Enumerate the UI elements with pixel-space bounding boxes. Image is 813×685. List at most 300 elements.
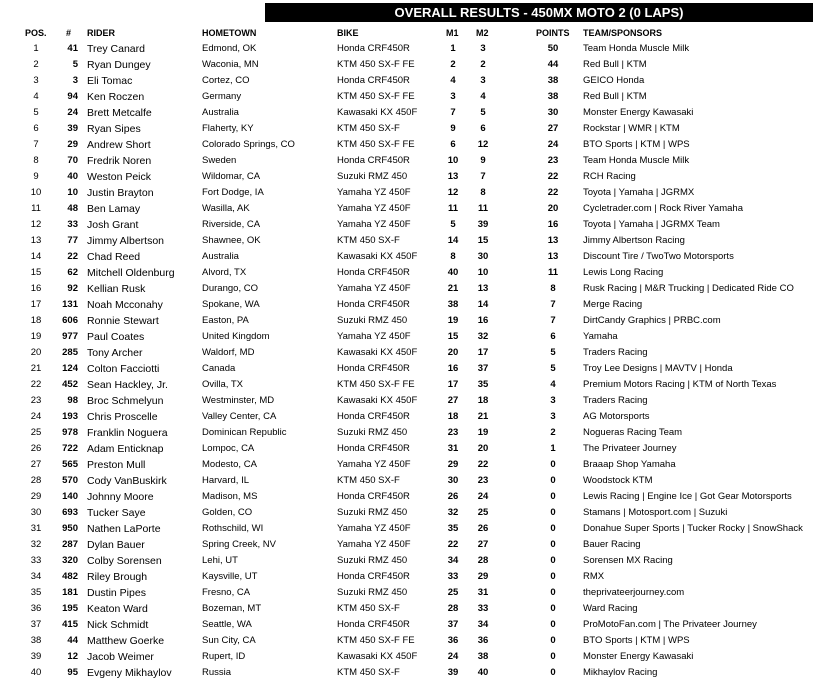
hometown-cell: Flaherty, KY <box>202 123 254 134</box>
bike-cell: Honda CRF450R <box>337 619 410 630</box>
bike-cell: Yamaha YZ 450F <box>337 459 411 470</box>
hometown-cell: Cortez, CO <box>202 75 250 86</box>
position-cell: 40 <box>30 667 42 678</box>
table-row <box>0 377 813 393</box>
team-cell: Rockstar | WMR | KTM <box>583 123 680 134</box>
moto2-cell: 7 <box>480 171 486 182</box>
number-cell: 98 <box>67 395 78 406</box>
table-row <box>0 169 813 185</box>
hometown-cell: Fort Dodge, IA <box>202 187 264 198</box>
position-cell: 37 <box>30 619 42 630</box>
header-m1: M1 <box>446 28 459 38</box>
bike-cell: Honda CRF450R <box>337 443 410 454</box>
moto2-cell: 3 <box>480 43 486 54</box>
table-row <box>0 345 813 361</box>
position-cell: 12 <box>30 219 42 230</box>
hometown-cell: Riverside, CA <box>202 219 261 230</box>
team-cell: Ward Racing <box>583 603 638 614</box>
bike-cell: Suzuki RMZ 450 <box>337 555 408 566</box>
moto1-cell: 17 <box>447 379 459 390</box>
points-cell: 11 <box>547 267 559 278</box>
bike-cell: Suzuki RMZ 450 <box>337 427 408 438</box>
team-cell: RMX <box>583 571 605 582</box>
bike-cell: Suzuki RMZ 450 <box>337 587 408 598</box>
points-cell: 0 <box>550 571 556 582</box>
moto1-cell: 1 <box>450 43 456 54</box>
team-cell: Bauer Racing <box>583 539 641 550</box>
team-cell: GEICO Honda <box>583 75 645 86</box>
points-cell: 0 <box>550 667 556 678</box>
rider-cell: Broc Schmelyun <box>87 395 164 407</box>
table-row <box>0 89 813 105</box>
moto1-cell: 7 <box>450 107 456 118</box>
position-cell: 5 <box>33 107 39 118</box>
moto1-cell: 27 <box>447 395 459 406</box>
moto1-cell: 12 <box>447 187 459 198</box>
moto2-cell: 37 <box>477 363 489 374</box>
points-cell: 4 <box>550 379 556 390</box>
number-cell: 48 <box>67 203 78 214</box>
bike-cell: Honda CRF450R <box>337 363 410 374</box>
points-cell: 0 <box>550 651 556 662</box>
moto2-cell: 18 <box>477 395 489 406</box>
position-cell: 10 <box>30 187 42 198</box>
moto2-cell: 21 <box>477 411 489 422</box>
rider-cell: Matthew Goerke <box>87 635 165 647</box>
team-cell: Team Honda Muscle Milk <box>583 155 690 166</box>
bike-cell: Honda CRF450R <box>337 43 410 54</box>
position-cell: 17 <box>30 299 42 310</box>
number-cell: 287 <box>62 539 78 550</box>
moto1-cell: 4 <box>450 75 456 86</box>
moto1-cell: 38 <box>447 299 459 310</box>
rider-cell: Kellian Rusk <box>87 283 146 295</box>
moto2-cell: 2 <box>480 59 486 70</box>
points-cell: 6 <box>550 331 556 342</box>
position-cell: 20 <box>30 347 42 358</box>
table-row <box>0 57 813 73</box>
number-cell: 693 <box>62 507 78 518</box>
team-cell: AG Motorsports <box>583 411 650 422</box>
moto1-cell: 15 <box>447 331 459 342</box>
moto2-cell: 8 <box>480 187 486 198</box>
points-cell: 5 <box>550 363 556 374</box>
bike-cell: Honda CRF450R <box>337 491 410 502</box>
points-cell: 0 <box>550 539 556 550</box>
number-cell: 40 <box>67 171 78 182</box>
points-cell: 0 <box>550 555 556 566</box>
table-row <box>0 153 813 169</box>
hometown-cell: United Kingdom <box>202 331 270 342</box>
points-cell: 23 <box>547 155 559 166</box>
team-cell: RCH Racing <box>583 171 636 182</box>
team-cell: Red Bull | KTM <box>583 59 647 70</box>
moto2-cell: 15 <box>477 235 489 246</box>
hometown-cell: Sweden <box>202 155 237 166</box>
moto1-cell: 8 <box>450 251 456 262</box>
position-cell: 25 <box>30 427 42 438</box>
moto2-cell: 38 <box>477 651 489 662</box>
table-row <box>0 473 813 489</box>
table-row <box>0 41 813 57</box>
points-cell: 0 <box>550 507 556 518</box>
table-row <box>0 441 813 457</box>
number-cell: 140 <box>62 491 78 502</box>
points-cell: 0 <box>550 619 556 630</box>
points-cell: 7 <box>550 315 556 326</box>
hometown-cell: Wildomar, CA <box>202 171 261 182</box>
team-cell: Mikhaylov Racing <box>583 667 658 678</box>
points-cell: 30 <box>547 107 559 118</box>
rider-cell: Weston Peick <box>87 171 151 183</box>
results-title: OVERALL RESULTS - 450MX MOTO 2 (0 LAPS) <box>265 3 813 22</box>
moto2-cell: 34 <box>477 619 489 630</box>
header-points: POINTS <box>536 28 570 38</box>
hometown-cell: Sun City, CA <box>202 635 256 646</box>
number-cell: 41 <box>67 43 78 54</box>
team-cell: Monster Energy Kawasaki <box>583 107 694 118</box>
moto2-cell: 22 <box>477 459 489 470</box>
position-cell: 1 <box>33 43 39 54</box>
bike-cell: KTM 450 SX-F <box>337 123 400 134</box>
number-cell: 181 <box>62 587 78 598</box>
bike-cell: Honda CRF450R <box>337 155 410 166</box>
hometown-cell: Rothschild, WI <box>202 523 264 534</box>
position-cell: 27 <box>30 459 42 470</box>
table-row <box>0 633 813 649</box>
team-cell: BTO Sports | KTM | WPS <box>583 635 690 646</box>
rider-cell: Colby Sorensen <box>87 555 162 567</box>
moto1-cell: 26 <box>447 491 459 502</box>
rider-cell: Adam Enticknap <box>87 443 164 455</box>
moto1-cell: 10 <box>447 155 459 166</box>
bike-cell: KTM 450 SX-F <box>337 235 400 246</box>
rider-cell: Josh Grant <box>87 219 139 231</box>
position-cell: 28 <box>30 475 42 486</box>
bike-cell: Yamaha YZ 450F <box>337 187 411 198</box>
hometown-cell: Canada <box>202 363 236 374</box>
table-row <box>0 665 813 681</box>
moto2-cell: 28 <box>477 555 489 566</box>
moto2-cell: 40 <box>477 667 489 678</box>
moto2-cell: 11 <box>477 203 489 214</box>
bike-cell: Kawasaki KX 450F <box>337 251 418 262</box>
table-row <box>0 281 813 297</box>
rider-cell: Dustin Pipes <box>87 587 146 599</box>
number-cell: 29 <box>67 139 78 150</box>
moto1-cell: 3 <box>450 91 456 102</box>
rider-cell: Johnny Moore <box>87 491 154 503</box>
hometown-cell: Wasilla, AK <box>202 203 250 214</box>
hometown-cell: Modesto, CA <box>202 459 257 470</box>
bike-cell: Suzuki RMZ 450 <box>337 507 408 518</box>
hometown-cell: Golden, CO <box>202 507 253 518</box>
table-row <box>0 617 813 633</box>
moto1-cell: 2 <box>450 59 456 70</box>
rider-cell: Colton Facciotti <box>87 363 160 375</box>
bike-cell: Honda CRF450R <box>337 75 410 86</box>
moto2-cell: 36 <box>477 635 489 646</box>
hometown-cell: Ovilla, TX <box>202 379 244 390</box>
number-cell: 978 <box>62 427 78 438</box>
moto2-cell: 39 <box>477 219 489 230</box>
team-cell: Monster Energy Kawasaki <box>583 651 694 662</box>
moto2-cell: 20 <box>477 443 489 454</box>
bike-cell: KTM 450 SX-F FE <box>337 379 415 390</box>
number-cell: 95 <box>67 667 78 678</box>
number-cell: 94 <box>67 91 78 102</box>
table-row <box>0 409 813 425</box>
rider-cell: Cody VanBuskirk <box>87 475 167 487</box>
moto2-cell: 17 <box>477 347 489 358</box>
number-cell: 565 <box>62 459 78 470</box>
hometown-cell: Valley Center, CA <box>202 411 277 422</box>
hometown-cell: Harvard, IL <box>202 475 249 486</box>
header-bike: BIKE <box>337 28 359 38</box>
position-cell: 39 <box>30 651 42 662</box>
number-cell: 415 <box>62 619 78 630</box>
points-cell: 2 <box>550 427 556 438</box>
rider-cell: Mitchell Oldenburg <box>87 267 175 279</box>
number-cell: 24 <box>67 107 78 118</box>
table-row <box>0 313 813 329</box>
position-cell: 22 <box>30 379 42 390</box>
bike-cell: Kawasaki KX 450F <box>337 107 418 118</box>
moto2-cell: 23 <box>477 475 489 486</box>
rider-cell: Chad Reed <box>87 251 141 263</box>
rider-cell: Tucker Saye <box>87 507 146 519</box>
team-cell: Traders Racing <box>583 395 648 406</box>
bike-cell: Kawasaki KX 450F <box>337 347 418 358</box>
number-cell: 5 <box>72 59 78 70</box>
position-cell: 9 <box>33 171 39 182</box>
number-cell: 320 <box>62 555 78 566</box>
header-rider: RIDER <box>87 28 116 38</box>
rider-cell: Brett Metcalfe <box>87 107 152 119</box>
points-cell: 0 <box>550 459 556 470</box>
moto1-cell: 25 <box>447 587 459 598</box>
rider-cell: Ken Roczen <box>87 91 145 103</box>
points-cell: 0 <box>550 603 556 614</box>
points-cell: 3 <box>550 411 556 422</box>
team-cell: Discount Tire / TwoTwo Motorsports <box>583 251 734 262</box>
table-row <box>0 297 813 313</box>
table-row <box>0 249 813 265</box>
hometown-cell: Russia <box>202 667 232 678</box>
rider-cell: Justin Brayton <box>87 187 154 199</box>
number-cell: 570 <box>62 475 78 486</box>
team-cell: Woodstock KTM <box>583 475 653 486</box>
moto1-cell: 40 <box>447 267 459 278</box>
bike-cell: Suzuki RMZ 450 <box>337 171 408 182</box>
table-row <box>0 457 813 473</box>
position-cell: 33 <box>30 555 42 566</box>
team-cell: ProMotoFan.com | The Privateer Journey <box>583 619 757 630</box>
moto1-cell: 14 <box>447 235 459 246</box>
hometown-cell: Westminster, MD <box>202 395 275 406</box>
team-cell: Jimmy Albertson Racing <box>583 235 685 246</box>
number-cell: 44 <box>67 635 78 646</box>
hometown-cell: Waldorf, MD <box>202 347 255 358</box>
number-cell: 193 <box>62 411 78 422</box>
table-row <box>0 265 813 281</box>
number-cell: 195 <box>62 603 78 614</box>
moto2-cell: 35 <box>477 379 489 390</box>
moto2-cell: 32 <box>477 331 489 342</box>
moto2-cell: 30 <box>477 251 489 262</box>
position-cell: 14 <box>30 251 42 262</box>
position-cell: 11 <box>31 203 41 214</box>
bike-cell: Kawasaki KX 450F <box>337 395 418 406</box>
moto2-cell: 12 <box>477 139 489 150</box>
position-cell: 3 <box>33 75 39 86</box>
position-cell: 23 <box>30 395 42 406</box>
bike-cell: Yamaha YZ 450F <box>337 539 411 550</box>
hometown-cell: Shawnee, OK <box>202 235 261 246</box>
position-cell: 6 <box>33 123 39 134</box>
team-cell: Merge Racing <box>583 299 643 310</box>
header-hometown: HOMETOWN <box>202 28 257 38</box>
number-cell: 22 <box>67 251 78 262</box>
moto1-cell: 36 <box>447 635 459 646</box>
moto1-cell: 30 <box>447 475 459 486</box>
table-row <box>0 185 813 201</box>
team-cell: Troy Lee Designs | MAVTV | Honda <box>583 363 733 374</box>
rider-cell: Nathen LaPorte <box>87 523 161 535</box>
hometown-cell: Kaysville, UT <box>202 571 258 582</box>
bike-cell: KTM 450 SX-F FE <box>337 139 415 150</box>
rider-cell: Chris Proscelle <box>87 411 158 423</box>
points-cell: 16 <box>547 219 559 230</box>
rider-cell: Ryan Dungey <box>87 59 151 71</box>
points-cell: 5 <box>550 347 556 358</box>
hometown-cell: Dominican Republic <box>202 427 287 438</box>
points-cell: 13 <box>547 235 559 246</box>
moto1-cell: 28 <box>447 603 459 614</box>
bike-cell: KTM 450 SX-F FE <box>337 635 415 646</box>
points-cell: 13 <box>547 251 559 262</box>
table-row <box>0 233 813 249</box>
table-row <box>0 649 813 665</box>
moto2-cell: 27 <box>477 539 489 550</box>
number-cell: 33 <box>67 219 78 230</box>
hometown-cell: Australia <box>202 251 239 262</box>
points-cell: 0 <box>550 523 556 534</box>
points-cell: 0 <box>550 635 556 646</box>
rider-cell: Nick Schmidt <box>87 619 149 631</box>
table-row <box>0 201 813 217</box>
moto2-cell: 5 <box>480 107 486 118</box>
points-cell: 3 <box>550 395 556 406</box>
table-row <box>0 521 813 537</box>
moto2-cell: 16 <box>477 315 489 326</box>
position-cell: 19 <box>30 331 42 342</box>
position-cell: 18 <box>30 315 42 326</box>
number-cell: 70 <box>67 155 78 166</box>
points-cell: 0 <box>550 491 556 502</box>
moto1-cell: 29 <box>447 459 459 470</box>
rider-cell: Riley Brough <box>87 571 148 583</box>
points-cell: 1 <box>550 443 556 454</box>
number-cell: 452 <box>62 379 78 390</box>
number-cell: 10 <box>67 187 78 198</box>
header-team: TEAM/SPONSORS <box>583 28 663 38</box>
moto1-cell: 35 <box>447 523 459 534</box>
moto1-cell: 9 <box>450 123 456 134</box>
moto1-cell: 37 <box>447 619 459 630</box>
points-cell: 27 <box>547 123 559 134</box>
table-row <box>0 121 813 137</box>
moto1-cell: 19 <box>447 315 459 326</box>
table-row <box>0 137 813 153</box>
hometown-cell: Lehi, UT <box>202 555 238 566</box>
moto1-cell: 39 <box>447 667 459 678</box>
bike-cell: KTM 450 SX-F <box>337 667 400 678</box>
moto2-cell: 19 <box>477 427 489 438</box>
rider-cell: Tony Archer <box>87 347 143 359</box>
rider-cell: Andrew Short <box>87 139 151 151</box>
moto2-cell: 10 <box>477 267 489 278</box>
table-row <box>0 217 813 233</box>
rider-cell: Franklin Noguera <box>87 427 168 439</box>
bike-cell: Yamaha YZ 450F <box>337 523 411 534</box>
bike-cell: Honda CRF450R <box>337 267 410 278</box>
team-cell: Stamans | Motosport.com | Suzuki <box>583 507 728 518</box>
hometown-cell: Rupert, ID <box>202 651 246 662</box>
bike-cell: KTM 450 SX-F FE <box>337 91 415 102</box>
moto2-cell: 33 <box>477 603 489 614</box>
bike-cell: Honda CRF450R <box>337 411 410 422</box>
number-cell: 977 <box>62 331 78 342</box>
table-row <box>0 329 813 345</box>
bike-cell: Suzuki RMZ 450 <box>337 315 408 326</box>
hometown-cell: Fresno, CA <box>202 587 251 598</box>
position-cell: 30 <box>30 507 42 518</box>
table-row <box>0 489 813 505</box>
number-cell: 285 <box>62 347 78 358</box>
hometown-cell: Germany <box>202 91 242 102</box>
points-cell: 38 <box>547 75 559 86</box>
moto1-cell: 23 <box>447 427 459 438</box>
moto1-cell: 32 <box>447 507 459 518</box>
moto2-cell: 14 <box>477 299 489 310</box>
team-cell: Donahue Super Sports | Tucker Rocky | SnowShack <box>583 523 803 534</box>
rider-cell: Fredrik Noren <box>87 155 152 167</box>
position-cell: 2 <box>33 59 39 70</box>
moto1-cell: 20 <box>447 347 459 358</box>
moto2-cell: 9 <box>480 155 486 166</box>
team-cell: Sorensen MX Racing <box>583 555 673 566</box>
moto1-cell: 13 <box>447 171 459 182</box>
rider-cell: Keaton Ward <box>87 603 148 615</box>
moto2-cell: 25 <box>477 507 489 518</box>
moto1-cell: 21 <box>447 283 459 294</box>
moto1-cell: 34 <box>447 555 459 566</box>
moto2-cell: 3 <box>480 75 486 86</box>
bike-cell: Yamaha YZ 450F <box>337 331 411 342</box>
team-cell: Braaap Shop Yamaha <box>583 459 676 470</box>
team-cell: Red Bull | KTM <box>583 91 647 102</box>
moto1-cell: 16 <box>447 363 459 374</box>
rider-cell: Jimmy Albertson <box>87 235 165 247</box>
moto2-cell: 6 <box>480 123 486 134</box>
team-cell: Toyota | Yamaha | JGRMX Team <box>583 219 720 230</box>
points-cell: 20 <box>547 203 559 214</box>
position-cell: 34 <box>30 571 42 582</box>
bike-cell: KTM 450 SX-F <box>337 475 400 486</box>
team-cell: Yamaha <box>583 331 618 342</box>
number-cell: 39 <box>67 123 78 134</box>
